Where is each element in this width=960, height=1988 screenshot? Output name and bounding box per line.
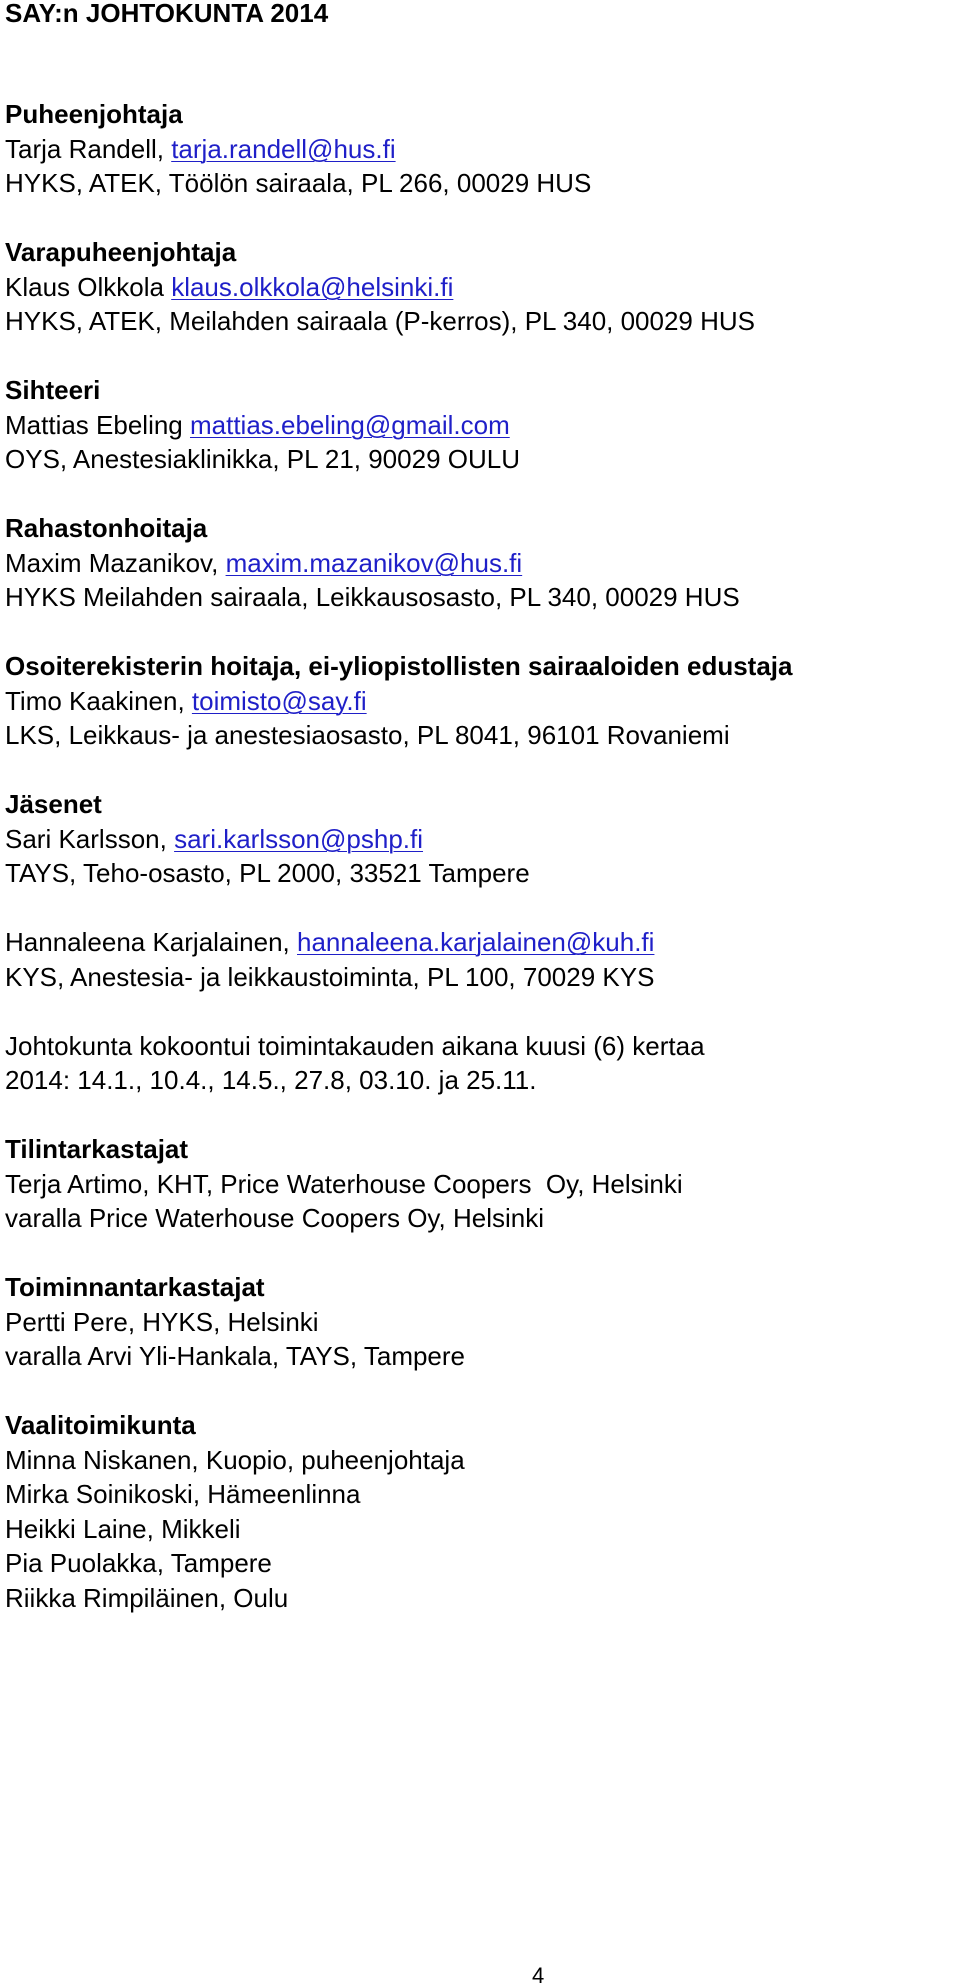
section-vice-chair — [5, 235, 955, 339]
operations-auditor-deputy-line: varalla Arvi Yli-Hankala, TAYS, Tampere — [5, 1341, 466, 1371]
member-address: KYS, Anestesia- ja leikkaustoiminta, PL 100, 70029 KYS — [5, 961, 655, 992]
auditor-deputy-line: varalla Price Waterhouse Coopers Oy, Helsinki — [5, 1203, 544, 1233]
election-committee-member: Mirka Soinikoski, Hämeenlinna — [5, 1479, 361, 1509]
treasurer-contact-line — [5, 546, 955, 581]
section-heading-auditors: Tilintarkastajat — [5, 1134, 189, 1164]
section-heading-chair: Puheenjohtaja — [5, 99, 183, 129]
secretary-email-link[interactable]: mattias.ebeling@gmail.com — [189, 409, 510, 440]
chair-contact-line — [5, 132, 955, 167]
chair-address: HYKS, ATEK, Töölön sairaala, PL 266, 00029 HUS — [5, 168, 592, 198]
member-email-link[interactable]: hannaleena.karjalainen@kuh.fi — [297, 927, 655, 957]
section-operations-auditors — [5, 1270, 955, 1374]
member-name: Sari Karlsson, — [5, 823, 175, 854]
chair-name: Tarja Randell, — [5, 133, 172, 164]
election-committee-member: Pia Puolakka, Tampere — [5, 1548, 272, 1578]
document-title: SAY:n JOHTOKUNTA 2014 — [5, 0, 329, 28]
operations-auditor-line: Pertti Pere, HYKS, Helsinki — [5, 1306, 319, 1337]
election-committee-member: Minna Niskanen, Kuopio, puheenjohtaja — [5, 1444, 465, 1475]
section-election-committee — [5, 1408, 955, 1615]
registry-contact-line — [5, 684, 955, 719]
section-heading-registry: Osoiterekisterin hoitaja, ei-yliopistollisten sairaaloiden edustaja — [5, 651, 793, 681]
registry-name: Timo Kaakinen, — [5, 685, 192, 716]
section-heading-members: Jäsenet — [5, 789, 102, 819]
election-committee-member: Heikki Laine, Mikkeli — [5, 1513, 241, 1544]
section-heading-operations-auditors: Toiminnantarkastajat — [5, 1272, 265, 1302]
vice-chair-email-link[interactable]: klaus.olkkola@helsinki.fi — [171, 271, 454, 302]
section-member-2 — [5, 925, 955, 994]
meetings-text-line-2: 2014: 14.1., 10.4., 14.5., 27.8, 03.10. ja 25.11. — [5, 1065, 537, 1095]
secretary-contact-line — [5, 408, 955, 443]
section-auditors — [5, 1132, 955, 1236]
auditor-line: Terja Artimo, KHT, Price Waterhouse Coopers Oy, Helsinki — [5, 1168, 683, 1199]
member-email-link[interactable]: sari.karlsson@pshp.fi — [174, 823, 424, 854]
section-members — [5, 787, 955, 891]
section-treasurer — [5, 511, 955, 615]
registry-email-link[interactable]: toimisto@say.fi — [191, 685, 367, 716]
section-heading-secretary: Sihteeri — [5, 375, 101, 405]
document-body — [5, 97, 955, 1650]
vice-chair-contact-line — [5, 270, 955, 305]
member-name: Hannaleena Karjalainen, — [5, 927, 297, 957]
section-heading-treasurer: Rahastonhoitaja — [5, 513, 208, 543]
election-committee-member: Riikka Rimpiläinen, Oulu — [5, 1582, 289, 1613]
treasurer-address: HYKS Meilahden sairaala, Leikkausosasto, PL 340, 00029 HUS — [5, 582, 740, 612]
section-chair — [5, 97, 955, 201]
member-address: TAYS, Teho-osasto, PL 2000, 33521 Tampere — [5, 858, 530, 888]
treasurer-name: Maxim Mazanikov, — [5, 547, 226, 578]
member-contact-line — [5, 822, 955, 857]
section-heading-election-committee: Vaalitoimikunta — [5, 1410, 196, 1440]
section-heading-vice-chair: Varapuheenjohtaja — [5, 237, 237, 267]
vice-chair-name: Klaus Olkkola — [5, 271, 172, 302]
page-number: 4 — [532, 1963, 545, 1988]
section-secretary — [5, 373, 955, 477]
secretary-address: OYS, Anestesiaklinikka, PL 21, 90029 OULU — [5, 444, 520, 474]
member-contact-line — [5, 925, 955, 960]
treasurer-email-link[interactable]: maxim.mazanikov@hus.fi — [225, 547, 523, 578]
meetings-text-line-1: Johtokunta kokoontui toimintakauden aikana kuusi (6) kertaa — [5, 1030, 705, 1061]
secretary-name: Mattias Ebeling — [5, 409, 190, 440]
chair-email-link[interactable]: tarja.randell@hus.fi — [171, 133, 396, 164]
section-registry — [5, 649, 955, 753]
vice-chair-address: HYKS, ATEK, Meilahden sairaala (P-kerros), PL 340, 00029 HUS — [5, 306, 756, 336]
registry-address: LKS, Leikkaus- ja anestesiaosasto, PL 8041, 96101 Rovaniemi — [5, 720, 730, 750]
section-meetings — [5, 1029, 955, 1098]
